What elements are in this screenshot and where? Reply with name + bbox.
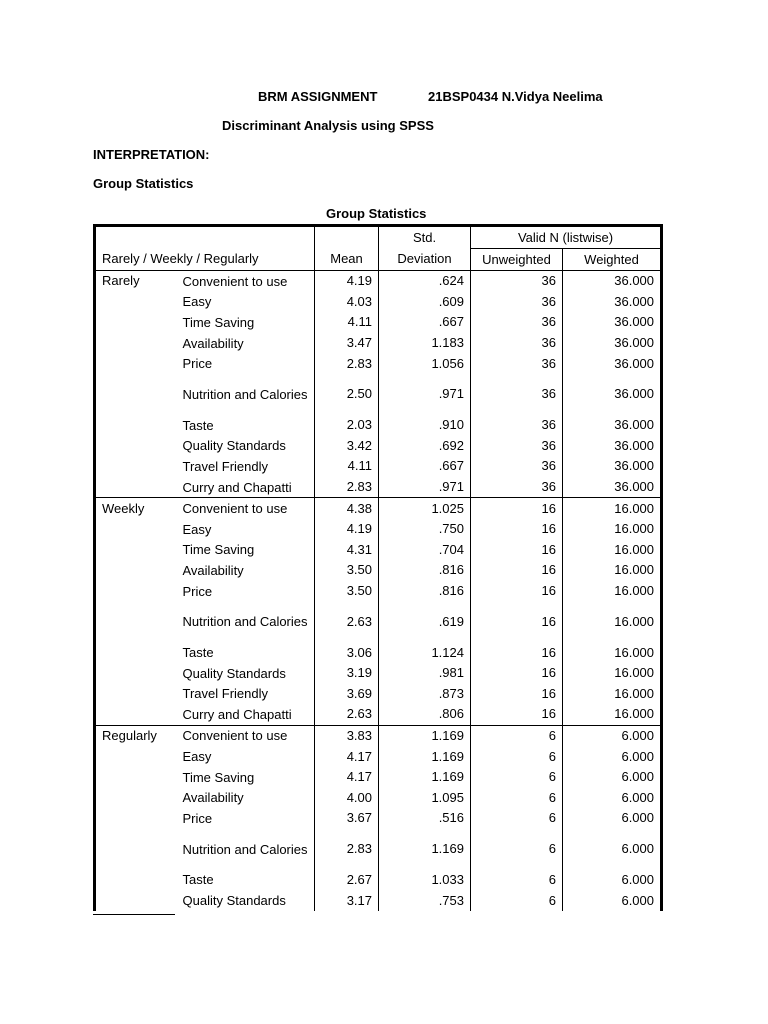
variable-label-cell: Taste — [182, 645, 214, 661]
std-deviation-cell: .753 — [379, 890, 471, 911]
mean-cell: 3.42 — [315, 436, 379, 457]
variable-label-cell: Nutrition and Calories — [182, 614, 308, 630]
variable-label-cell: Travel Friendly — [182, 686, 268, 702]
std-deviation-cell: 1.169 — [379, 746, 471, 767]
unweighted-n-cell: 16 — [471, 581, 563, 602]
unweighted-n-cell: 36 — [471, 374, 563, 415]
unweighted-n-cell: 6 — [471, 746, 563, 767]
weighted-n-cell: 36.000 — [563, 374, 662, 415]
weighted-n-cell: 6.000 — [563, 829, 662, 870]
variable-label-cell: Travel Friendly — [182, 458, 268, 474]
document-subtitle: Discriminant Analysis using SPSS — [222, 118, 434, 133]
mean-cell: 2.50 — [315, 374, 379, 415]
std-deviation-cell: 1.169 — [379, 829, 471, 870]
std-deviation-cell: 1.033 — [379, 870, 471, 891]
table-row — [95, 436, 662, 457]
mean-cell: 4.11 — [315, 312, 379, 333]
mean-cell: 3.67 — [315, 808, 379, 829]
mean-cell: 3.47 — [315, 333, 379, 354]
unweighted-n-cell: 36 — [471, 477, 563, 498]
mean-cell: 3.50 — [315, 581, 379, 602]
unweighted-n-cell: 16 — [471, 519, 563, 540]
header-unweighted: Unweighted — [471, 249, 563, 271]
group-name-cell — [95, 312, 177, 333]
std-deviation-cell: .981 — [379, 663, 471, 684]
weighted-n-cell: 36.000 — [563, 436, 662, 457]
header-std: Std. — [379, 226, 471, 249]
mean-cell: 2.03 — [315, 415, 379, 436]
unweighted-n-cell: 36 — [471, 415, 563, 436]
mean-cell: 4.17 — [315, 767, 379, 788]
group-name-cell — [95, 890, 177, 911]
table-caption: Group Statistics — [326, 206, 427, 221]
table-row — [95, 353, 662, 374]
weighted-n-cell: 16.000 — [563, 560, 662, 581]
variable-label-cell: Price — [182, 583, 213, 599]
variable-label-cell: Easy — [182, 521, 212, 537]
group-name-cell — [95, 601, 177, 642]
variable-label-cell: Nutrition and Calories — [182, 841, 308, 857]
unweighted-n-cell: 36 — [471, 456, 563, 477]
mean-cell: 3.50 — [315, 560, 379, 581]
group-name-cell — [95, 663, 177, 684]
weighted-n-cell: 16.000 — [563, 581, 662, 602]
table-row — [95, 829, 662, 870]
group-statistics-table — [93, 224, 663, 911]
unweighted-n-cell: 16 — [471, 663, 563, 684]
group-name-cell — [95, 477, 177, 498]
header-mean-spacer — [315, 226, 379, 249]
weighted-n-cell: 16.000 — [563, 601, 662, 642]
std-deviation-cell: .619 — [379, 601, 471, 642]
variable-label-cell: Convenient to use — [177, 498, 315, 519]
unweighted-n-cell: 6 — [471, 725, 563, 746]
group-name-cell — [95, 704, 177, 725]
unweighted-n-cell: 36 — [471, 312, 563, 333]
weighted-n-cell: 36.000 — [563, 271, 662, 292]
header-group: Rarely / Weekly / Regularly — [95, 249, 315, 271]
std-deviation-cell: .692 — [379, 436, 471, 457]
table-row — [95, 498, 662, 519]
weighted-n-cell: 36.000 — [563, 477, 662, 498]
table-bottom-partial-line — [93, 914, 175, 915]
unweighted-n-cell: 16 — [471, 642, 563, 663]
std-deviation-cell: .667 — [379, 312, 471, 333]
unweighted-n-cell: 36 — [471, 333, 563, 354]
variable-label-cell: Availability — [182, 335, 244, 351]
std-deviation-cell: .750 — [379, 519, 471, 540]
table-row — [95, 663, 662, 684]
mean-cell: 2.83 — [315, 829, 379, 870]
weighted-n-cell: 16.000 — [563, 663, 662, 684]
table-row — [95, 890, 662, 911]
table-row — [95, 415, 662, 436]
mean-cell: 4.17 — [315, 746, 379, 767]
group-name-cell — [95, 456, 177, 477]
weighted-n-cell: 16.000 — [563, 642, 662, 663]
variable-label-cell: Curry and Chapatti — [182, 706, 292, 722]
table-row — [95, 560, 662, 581]
group-name-cell — [95, 684, 177, 705]
group-name-cell — [95, 581, 177, 602]
mean-cell: 3.83 — [315, 725, 379, 746]
table-row — [95, 704, 662, 725]
weighted-n-cell: 16.000 — [563, 704, 662, 725]
variable-label-cell: Price — [182, 356, 213, 372]
std-deviation-cell: .971 — [379, 374, 471, 415]
unweighted-n-cell: 6 — [471, 787, 563, 808]
mean-cell: 4.19 — [315, 519, 379, 540]
unweighted-n-cell: 6 — [471, 767, 563, 788]
weighted-n-cell: 16.000 — [563, 540, 662, 561]
table-row — [95, 746, 662, 767]
header-valid-n: Valid N (listwise) — [471, 226, 662, 249]
weighted-n-cell: 6.000 — [563, 725, 662, 746]
unweighted-n-cell: 36 — [471, 353, 563, 374]
unweighted-n-cell: 36 — [471, 271, 563, 292]
std-deviation-cell: .704 — [379, 540, 471, 561]
group-name-cell — [95, 746, 177, 767]
group-name-cell — [95, 333, 177, 354]
std-deviation-cell: 1.169 — [379, 767, 471, 788]
std-deviation-cell: .910 — [379, 415, 471, 436]
weighted-n-cell: 36.000 — [563, 312, 662, 333]
weighted-n-cell: 6.000 — [563, 767, 662, 788]
std-deviation-cell: 1.124 — [379, 642, 471, 663]
header-spacer — [95, 226, 315, 249]
mean-cell: 4.11 — [315, 456, 379, 477]
std-deviation-cell: .873 — [379, 684, 471, 705]
table-row — [95, 271, 662, 292]
mean-cell: 3.19 — [315, 663, 379, 684]
std-deviation-cell: .667 — [379, 456, 471, 477]
unweighted-n-cell: 36 — [471, 436, 563, 457]
group-name-cell — [95, 519, 177, 540]
group-name-cell — [95, 870, 177, 891]
unweighted-n-cell: 16 — [471, 540, 563, 561]
variable-label-cell: Quality Standards — [182, 665, 286, 681]
interpretation-heading: INTERPRETATION: — [93, 147, 210, 162]
std-deviation-cell: .816 — [379, 581, 471, 602]
std-deviation-cell: 1.056 — [379, 353, 471, 374]
mean-cell: 2.83 — [315, 353, 379, 374]
mean-cell: 3.69 — [315, 684, 379, 705]
table-row — [95, 292, 662, 313]
table-row — [95, 477, 662, 498]
table-row — [95, 374, 662, 415]
unweighted-n-cell: 16 — [471, 684, 563, 705]
header-mean: Mean — [315, 249, 379, 271]
group-name-cell — [95, 353, 177, 374]
weighted-n-cell: 36.000 — [563, 353, 662, 374]
std-deviation-cell: .609 — [379, 292, 471, 313]
variable-label-cell: Quality Standards — [182, 438, 286, 454]
std-deviation-cell: .516 — [379, 808, 471, 829]
variable-label-cell: Easy — [182, 294, 212, 310]
section-heading: Group Statistics — [93, 176, 194, 191]
variable-label-cell: Convenient to use — [177, 725, 315, 746]
group-name-cell — [95, 560, 177, 581]
table-row — [95, 787, 662, 808]
weighted-n-cell: 36.000 — [563, 292, 662, 313]
weighted-n-cell: 16.000 — [563, 519, 662, 540]
std-deviation-cell: 1.169 — [379, 725, 471, 746]
table-row — [95, 581, 662, 602]
unweighted-n-cell: 6 — [471, 808, 563, 829]
unweighted-n-cell: 6 — [471, 870, 563, 891]
unweighted-n-cell: 6 — [471, 890, 563, 911]
unweighted-n-cell: 6 — [471, 829, 563, 870]
student-id-name: 21BSP0434 N.Vidya Neelima — [428, 89, 603, 104]
unweighted-n-cell: 36 — [471, 292, 563, 313]
std-deviation-cell: 1.095 — [379, 787, 471, 808]
group-name-cell: Rarely — [95, 271, 177, 292]
table-row — [95, 870, 662, 891]
mean-cell: 4.19 — [315, 271, 379, 292]
table-header — [95, 226, 662, 271]
table-row — [95, 456, 662, 477]
std-deviation-cell: 1.025 — [379, 498, 471, 519]
table-row — [95, 808, 662, 829]
group-name-cell — [95, 374, 177, 415]
unweighted-n-cell: 16 — [471, 601, 563, 642]
weighted-n-cell: 36.000 — [563, 415, 662, 436]
group-name-cell — [95, 540, 177, 561]
variable-label-cell: Time Saving — [182, 314, 255, 330]
variable-label-cell: Taste — [182, 872, 214, 888]
variable-label-cell: Time Saving — [182, 769, 255, 785]
unweighted-n-cell: 16 — [471, 560, 563, 581]
header-weighted: Weighted — [563, 249, 662, 271]
group-name-cell — [95, 767, 177, 788]
table-row — [95, 333, 662, 354]
header-deviation: Deviation — [379, 249, 471, 271]
mean-cell: 4.00 — [315, 787, 379, 808]
variable-label-cell: Convenient to use — [182, 273, 288, 289]
table-row — [95, 642, 662, 663]
mean-cell: 2.67 — [315, 870, 379, 891]
group-statistics-table-wrapper — [93, 224, 660, 917]
mean-cell: 2.63 — [315, 601, 379, 642]
group-name-cell — [95, 642, 177, 663]
mean-cell: 4.38 — [315, 498, 379, 519]
weighted-n-cell: 6.000 — [563, 808, 662, 829]
table-row — [95, 684, 662, 705]
weighted-n-cell: 16.000 — [563, 684, 662, 705]
table-row — [95, 312, 662, 333]
group-name-cell: Weekly — [95, 498, 177, 519]
variable-label-cell: Availability — [182, 790, 244, 806]
weighted-n-cell: 6.000 — [563, 870, 662, 891]
mean-cell: 3.17 — [315, 890, 379, 911]
std-deviation-cell: .806 — [379, 704, 471, 725]
table-row — [95, 519, 662, 540]
table-row — [95, 540, 662, 561]
document-title: BRM ASSIGNMENT — [258, 89, 378, 104]
table-row — [95, 725, 662, 746]
group-name-cell — [95, 808, 177, 829]
unweighted-n-cell: 16 — [471, 704, 563, 725]
mean-cell: 3.06 — [315, 642, 379, 663]
weighted-n-cell: 16.000 — [563, 498, 662, 519]
weighted-n-cell: 36.000 — [563, 333, 662, 354]
variable-label-cell: Price — [182, 810, 213, 826]
table-row — [95, 767, 662, 788]
mean-cell: 2.63 — [315, 704, 379, 725]
table-row — [95, 601, 662, 642]
group-name-cell — [95, 292, 177, 313]
unweighted-n-cell: 16 — [471, 498, 563, 519]
variable-label-cell: Taste — [182, 417, 214, 433]
std-deviation-cell: 1.183 — [379, 333, 471, 354]
variable-label-cell: Curry and Chapatti — [182, 479, 292, 495]
std-deviation-cell: .816 — [379, 560, 471, 581]
std-deviation-cell: .971 — [379, 477, 471, 498]
mean-cell: 4.31 — [315, 540, 379, 561]
mean-cell: 4.03 — [315, 292, 379, 313]
weighted-n-cell: 6.000 — [563, 746, 662, 767]
variable-label-cell: Quality Standards — [182, 893, 286, 909]
weighted-n-cell: 36.000 — [563, 456, 662, 477]
table-body — [95, 271, 662, 911]
std-deviation-cell: .624 — [379, 271, 471, 292]
group-name-cell — [95, 436, 177, 457]
variable-label-cell: Nutrition and Calories — [182, 386, 308, 402]
group-name-cell — [95, 787, 177, 808]
group-name-cell: Regularly — [95, 725, 177, 746]
variable-label-cell: Easy — [182, 749, 212, 765]
variable-label-cell: Time Saving — [182, 542, 255, 558]
mean-cell: 2.83 — [315, 477, 379, 498]
weighted-n-cell: 6.000 — [563, 787, 662, 808]
group-name-cell — [95, 415, 177, 436]
weighted-n-cell: 6.000 — [563, 890, 662, 911]
variable-label-cell: Availability — [182, 562, 244, 578]
group-name-cell — [95, 829, 177, 870]
